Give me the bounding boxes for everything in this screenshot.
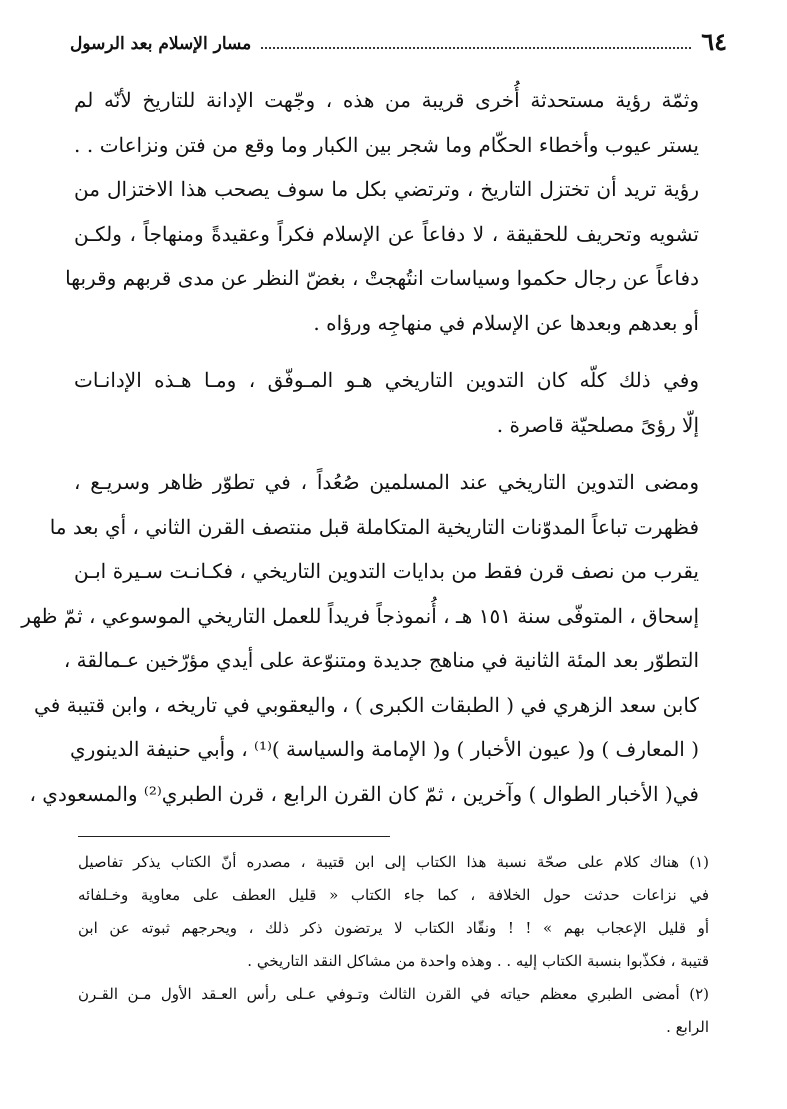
text-line: رؤية تريد أن تختزل التاريخ ، وترتضي بكل ما سوف يصحب هذا الاختزال من <box>74 177 699 201</box>
text-line: تشويه وتحريف للحقيقة ، لا دفاعاً عن الإسلام فكراً وعقيدةً ومنهاجاً ، ولكـن <box>74 221 699 246</box>
paragraph-spacer <box>74 345 699 358</box>
footnote-line: (١) هناك كلام على صحّة نسبة هذا الكتاب إلى ابن قتيبة ، مصدره أنّ الكتاب يذكر تفاصيل <box>78 853 709 871</box>
text-line: يستر عيوب وأخطاء الحكّام وما شجر بين الكبار وما وقع من فتن ونزاعات . . <box>74 132 699 157</box>
paragraph-1 <box>65 78 699 345</box>
page-header <box>70 26 727 56</box>
text-line: يقرب من نصف قرن فقط من بدايات التدوين التاريخي ، فكـانـت سـيرة ابـن <box>74 559 699 583</box>
footnote-line: في نزاعات حدثت حول الخلافة ، كما جاء الكتاب « قليل العطف على معاوية وخـلفائه <box>78 886 709 904</box>
text-line: ( المعارف ) و( عيون الأخبار ) و( الإمامة والسياسة )⁽¹⁾ ، وأبي حنيفة الدينوري <box>70 737 699 761</box>
text-line: فظهرت تباعاً المدوّنات التاريخية المتكاملة قبل منتصف القرن الثاني ، أي بعد ما <box>49 514 699 539</box>
header-dotted-leader <box>261 47 691 49</box>
text-line: دفاعاً عن رجال حكموا وسياسات انتُهجتْ ، بغضّ النظر عن مدى قربهم وقربها <box>65 266 699 290</box>
footnote-line: (٢) أمضى الطبري معظم حياته في القرن الثالث وتـوفي عـلى رأس العـقد الأول مـن القـرن <box>78 985 709 1003</box>
footnote-1 <box>78 846 709 978</box>
main-text <box>21 78 699 816</box>
text-line: وثمّة رؤية مستحدثة أُخرى قريبة من هذه ، وجّهت الإدانة للتاريخ لأنّه لم <box>74 88 699 112</box>
footnote-separator <box>78 836 390 837</box>
text-line: في( الأخبار الطوال ) وآخرين ، ثمّ كان القرن الرابع ، قرن الطبري⁽²⁾ والمسعودي ، <box>29 781 699 806</box>
text-line: أو بعدهم وبعدها عن الإسلام في منهاجِه ورؤاه . <box>313 310 699 335</box>
text-line: وفي ذلك كلّه كان التدوين التاريخي هـو المـوفّق ، ومـا هـذه الإدانـات <box>74 368 699 392</box>
footnotes <box>78 846 709 1044</box>
paragraph-spacer <box>74 447 699 460</box>
footnote-line: قتيبة ، فكذّبوا بنسبة الكتاب إليه . . وهذه واحدة من مشاكل النقد التاريخي . <box>247 952 709 970</box>
text-line: كابن سعد الزهري في ( الطبقات الكبرى ) ، واليعقوبي في تاريخه ، وابن قتيبة في <box>34 692 699 717</box>
footnote-line: الرابع . <box>666 1018 709 1036</box>
paragraph-2 <box>74 358 699 447</box>
text-line: ومضى التدوين التاريخي عند المسلمين صُعُداً ، في تطوّر ظاهر وسريـع ، <box>74 470 699 494</box>
page-number: ٦٤ <box>701 27 727 56</box>
text-line: إسحاق ، المتوفّى سنة ١٥١ هـ ، أُنموذجاً فريداً للعمل التاريخي الموسوعي ، ثمّ ظهر <box>21 603 699 628</box>
text-line: التطوّر بعد المئة الثانية في مناهج جديدة ومتنوّعة على أيدي مؤرّخين عـمالقة ، <box>63 648 699 672</box>
text-line: إلّا رؤىً مصلحيّة قاصرة . <box>496 412 699 437</box>
paragraph-3 <box>21 460 699 816</box>
footnote-2 <box>78 978 709 1044</box>
running-title: مسار الإسلام بعد الرسول <box>70 34 252 54</box>
footnote-line: أو قليل الإعجاب بهم » ! ! ونقّاد الكتاب لا يرتضون ذكر ذلك ، ويحرجهم ثبوته عن ابن <box>78 919 709 937</box>
